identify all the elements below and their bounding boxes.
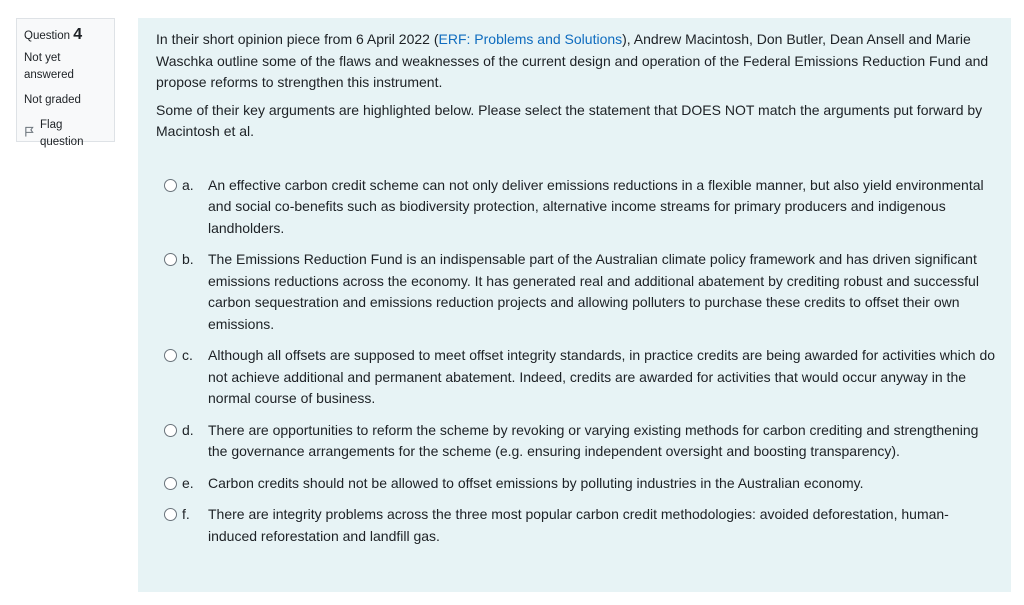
answer-letter-b: b.: [182, 251, 194, 267]
answer-text-e: Carbon credits should not be allowed to offset emissions by polluting industries in the Australian economy.: [208, 474, 864, 491]
answer-text-b: The Emissions Reduction Fund is an indispensable part of the Australian climate policy framework and has driven significant emissions reductions across the economy. It has generated real and additional abatement by crediting robust and successful carbon sequestration and emissions reduction projects and allowing polluters to purchase these credits to offset their own emissions.: [208, 251, 979, 332]
answer-option-c[interactable]: [156, 345, 997, 410]
question-number-heading: [24, 26, 107, 45]
answer-option-e[interactable]: [156, 473, 997, 495]
radio-button-c[interactable]: [164, 349, 177, 362]
answer-text-c: Although all offsets are supposed to meet offset integrity standards, in practice credits are being awarded for activities which do not achieve additional and permanent abatement. Indeed, credits are awarded for activities that would occur anyway in the normal course of business.: [208, 347, 996, 406]
flag-question-button[interactable]: [24, 117, 107, 151]
question-text-prompt: Some of their key arguments are highlighted below. Please select the statement that DOES NOT match the arguments put forward by Macintosh et al.: [156, 101, 983, 139]
question-label: Question: [24, 30, 71, 42]
answer-letter-a: a.: [182, 176, 194, 193]
radio-button-d[interactable]: [164, 424, 177, 437]
answer-option-d[interactable]: [156, 420, 997, 463]
question-state: Not yet answered: [24, 52, 74, 81]
radio-button-f[interactable]: [164, 508, 177, 521]
answer-options: [156, 175, 997, 548]
answer-letter-d: d.: [182, 421, 194, 438]
radio-button-e[interactable]: [164, 477, 177, 490]
intro-text-after: ), Andrew Macintosh, Don Butler, Dean Ansell and Marie Waschka outline some of the flaws and weaknesses of the current design and operation of the Federal Emissions Reduction Fund and propose reforms to strengthen this instrument.: [156, 31, 989, 90]
question-content: [138, 18, 1011, 592]
question-text-intro: [156, 29, 997, 94]
flag-icon: [24, 126, 40, 143]
question-info-panel: [16, 18, 115, 148]
erf-article-link[interactable]: ERF: Problems and Solutions: [438, 31, 623, 47]
answer-option-b[interactable]: [156, 249, 997, 335]
answer-option-a[interactable]: [156, 175, 997, 240]
flag-question-label: Flag question: [40, 119, 84, 148]
answer-text-f: There are integrity problems across the three most popular carbon credit methodologies: avoided deforestation, human-induced reforestation and landfill gas.: [208, 506, 949, 544]
answer-option-f[interactable]: [156, 504, 997, 547]
answer-text-a: An effective carbon credit scheme can not only deliver emissions reductions in a flexible manner, but also yield environmental and social co-benefits such as biodiversity protection, alternative income streams for primary producers and indigenous landholders.: [208, 176, 984, 236]
question-grade: Not graded: [24, 94, 81, 106]
answer-letter-e: e.: [182, 474, 194, 491]
question-number: 4: [73, 26, 83, 43]
answer-letter-c: c.: [182, 347, 193, 363]
intro-text-before: In their short opinion piece from 6 April 2022 (: [156, 31, 439, 47]
radio-button-b[interactable]: [164, 253, 177, 266]
answer-letter-f: f.: [182, 506, 190, 522]
radio-button-a[interactable]: [164, 179, 177, 192]
answer-text-d: There are opportunities to reform the scheme by revoking or varying existing methods for carbon crediting and strengthening the governance arrangements for the scheme (e.g. ensuring independent oversight and boosting transparency).: [208, 421, 979, 459]
